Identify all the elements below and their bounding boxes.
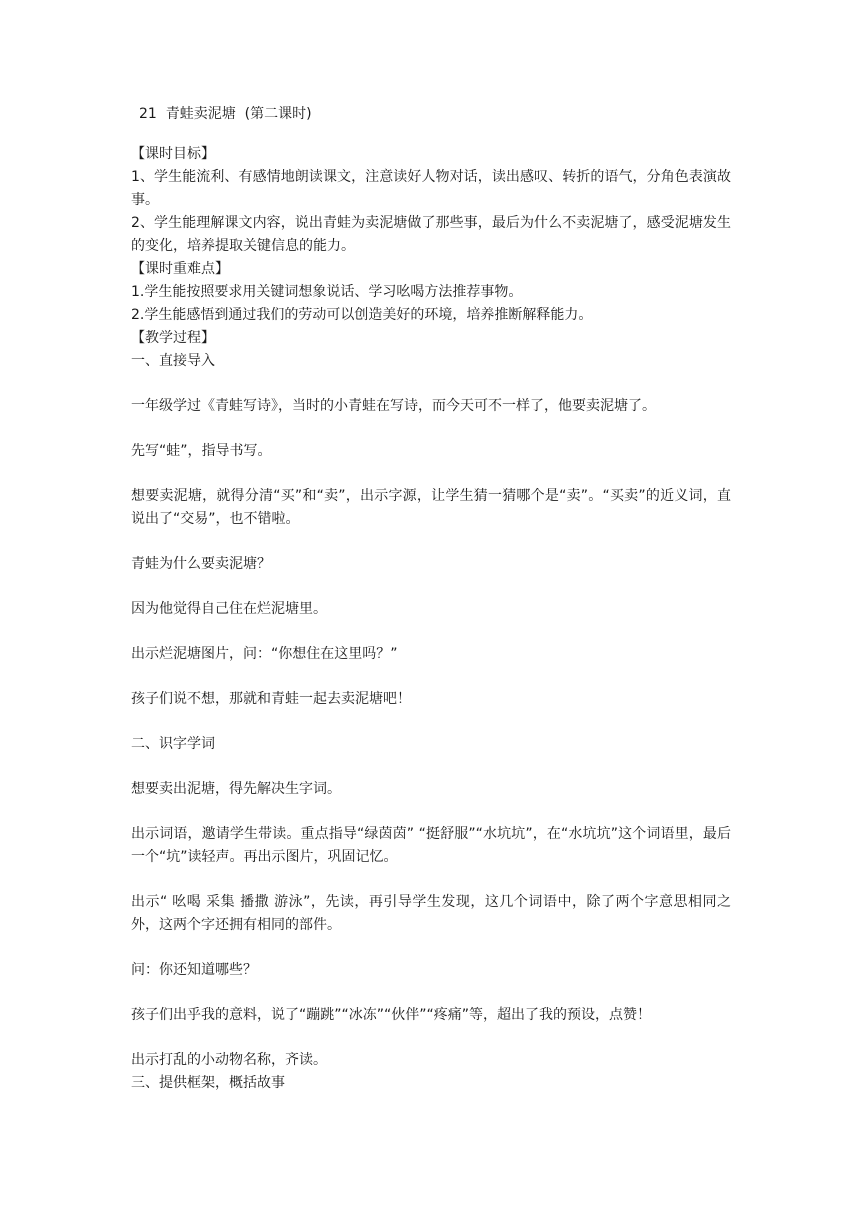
paragraph: 【教学过程】 xyxy=(131,330,215,346)
paragraph-list xyxy=(131,143,731,1095)
paragraph: 出示打乱的小动物名称，齐读。 xyxy=(131,1052,327,1068)
paragraph: 1、学生能流利、有感情地朗读课文，注意读好人物对话，读出感叹、转折的语气，分角色表演故事。 xyxy=(131,169,731,208)
paragraph: 问：你还知道哪些？ xyxy=(131,962,257,978)
document-body xyxy=(131,103,731,1095)
paragraph: 想要卖泥塘，就得分清“买”和“卖”，出示字源，让学生猜一猜哪个是“卖”。“买卖”的近义词，直说出了“交易”，也不错啦。 xyxy=(131,488,731,527)
paragraph: 因为他觉得自己住在烂泥塘里。 xyxy=(131,601,327,617)
paragraph: 青蛙为什么要卖泥塘？ xyxy=(131,556,271,572)
paragraph: 出示“ 吆喝 采集 播撒 游泳”，先读，再引导学生发现，这几个词语中，除了两个字意思相同之外，这两个字还拥有相同的部件。 xyxy=(131,894,731,933)
paragraph: 一、直接导入 xyxy=(131,353,215,369)
paragraph: 一年级学过《青蛙写诗》，当时的小青蛙在写诗，而今天可不一样了，他要卖泥塘了。 xyxy=(131,398,656,414)
paragraph: 三、提供框架，概括故事 xyxy=(131,1075,285,1091)
paragraph: 孩子们说不想，那就和青蛙一起去卖泥塘吧！ xyxy=(131,691,411,707)
paragraph: 1.学生能按照要求用关键词想象说话、学习吆喝方法推荐事物。 xyxy=(131,284,523,300)
paragraph: 孩子们出乎我的意料，说了“蹦跳”“冰冻”“伙伴”“疼痛”等，超出了我的预设，点赞！ xyxy=(131,1007,652,1023)
paragraph: 2、学生能理解课文内容，说出青蛙为卖泥塘做了那些事，最后为什么不卖泥塘了，感受泥塘发生的变化，培养提取关键信息的能力。 xyxy=(131,215,731,254)
paragraph: 先写“蛙”，指导书写。 xyxy=(131,443,272,459)
paragraph: 2.学生能感悟到通过我们的劳动可以创造美好的环境，培养推断解释能力。 xyxy=(131,307,593,323)
paragraph: 出示词语，邀请学生带读。重点指导“绿茵茵” “挺舒服”“水坑坑”，在“水坑坑”这个词语里，最后一个“坑”读轻声。再出示图片，巩固记忆。 xyxy=(131,826,731,865)
paragraph: 【课时重难点】 xyxy=(131,261,229,277)
paragraph: 【课时目标】 xyxy=(131,146,215,162)
document-title: 21 青蛙卖泥塘 (第二课时) xyxy=(139,106,312,122)
paragraph: 出示烂泥塘图片，问：“你想住在这里吗？” xyxy=(131,646,398,662)
paragraph: 想要卖出泥塘，得先解决生字词。 xyxy=(131,781,341,797)
paragraph: 二、识字学词 xyxy=(131,736,215,752)
